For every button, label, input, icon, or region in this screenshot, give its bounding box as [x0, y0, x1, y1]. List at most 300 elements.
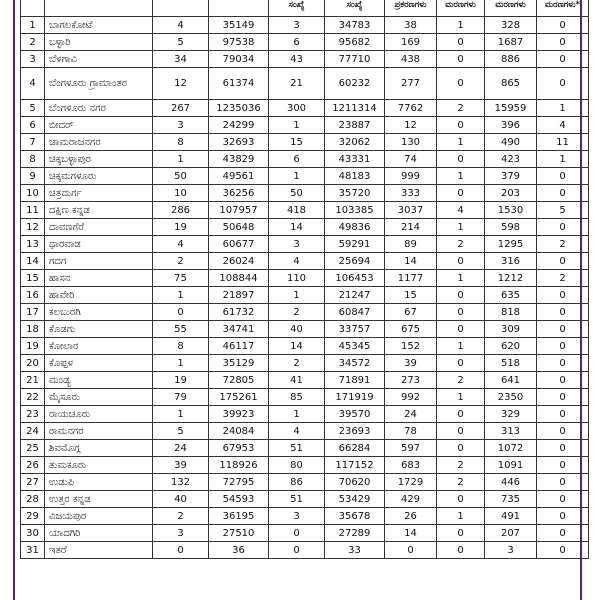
cell-index: 25 — [21, 440, 45, 457]
cell-other-deaths: 0 — [537, 338, 589, 355]
cell-total-deaths: 15959 — [485, 100, 537, 117]
cell-other-deaths: 0 — [537, 389, 589, 406]
cell-index: 29 — [21, 508, 45, 525]
cell-index: 13 — [21, 236, 45, 253]
cell-discharged-today: 15 — [269, 134, 325, 151]
cell-new-cases: 19 — [153, 219, 209, 236]
cell-total-cases: 39923 — [209, 406, 269, 423]
cell-district-name: ಚಾಮರಾಜನಗರ — [45, 134, 153, 151]
cell-district-name: ಚಿಕ್ಕಬಳ್ಳಾಪುರ — [45, 151, 153, 168]
cell-deaths-today: 1 — [437, 219, 485, 236]
col-header-discharged-today: ಸಂಖ್ಯೆ — [269, 0, 325, 17]
cell-deaths-today: 0 — [437, 185, 485, 202]
table-row — [21, 100, 589, 117]
cell-new-cases: 2 — [153, 508, 209, 525]
cell-total-deaths: 328 — [485, 17, 537, 34]
cell-index: 31 — [21, 542, 45, 559]
cell-new-cases: 0 — [153, 542, 209, 559]
cell-discharged-today: 6 — [269, 151, 325, 168]
cell-index: 22 — [21, 389, 45, 406]
cell-deaths-today: 1 — [437, 338, 485, 355]
cell-index: 1 — [21, 17, 45, 34]
cell-index: 15 — [21, 270, 45, 287]
cell-other-deaths: 0 — [537, 287, 589, 304]
cell-total-discharged: 34572 — [325, 355, 385, 372]
cell-active-cases: 992 — [385, 389, 437, 406]
col-header-total-cases — [209, 0, 269, 17]
cell-district-name: ಕಲಬುರಗಿ — [45, 304, 153, 321]
cell-discharged-today: 1 — [269, 406, 325, 423]
table-row — [21, 542, 589, 559]
cell-discharged-today: 4 — [269, 423, 325, 440]
cell-district-name: ಹಾಸನ — [45, 270, 153, 287]
cell-index: 6 — [21, 117, 45, 134]
cell-index: 26 — [21, 457, 45, 474]
cell-district-name: ಬೀದರ್ — [45, 117, 153, 134]
cell-active-cases: 67 — [385, 304, 437, 321]
cell-new-cases: 0 — [153, 304, 209, 321]
cell-index: 20 — [21, 355, 45, 372]
cell-total-cases: 21897 — [209, 287, 269, 304]
cell-discharged-today: 1 — [269, 168, 325, 185]
table-row — [21, 68, 589, 100]
table-row — [21, 270, 589, 287]
cell-discharged-today: 0 — [269, 542, 325, 559]
cell-active-cases: 78 — [385, 423, 437, 440]
table-row — [21, 389, 589, 406]
cell-total-discharged: 27289 — [325, 525, 385, 542]
cell-other-deaths: 0 — [537, 68, 589, 100]
cell-other-deaths: 1 — [537, 151, 589, 168]
cell-total-discharged: 95682 — [325, 34, 385, 51]
cell-total-cases: 43829 — [209, 151, 269, 168]
cell-other-deaths: 0 — [537, 219, 589, 236]
cell-total-discharged: 77710 — [325, 51, 385, 68]
cell-discharged-today: 2 — [269, 304, 325, 321]
cell-total-discharged: 49836 — [325, 219, 385, 236]
cell-discharged-today: 14 — [269, 338, 325, 355]
district-covid-table — [20, 0, 589, 559]
cell-new-cases: 1 — [153, 151, 209, 168]
cell-deaths-today: 0 — [437, 491, 485, 508]
cell-total-deaths: 309 — [485, 321, 537, 338]
cell-total-discharged: 43331 — [325, 151, 385, 168]
cell-discharged-today: 2 — [269, 355, 325, 372]
cell-deaths-today: 2 — [437, 474, 485, 491]
cell-total-cases: 32693 — [209, 134, 269, 151]
cell-new-cases: 55 — [153, 321, 209, 338]
cell-total-cases: 108844 — [209, 270, 269, 287]
cell-discharged-today: 41 — [269, 372, 325, 389]
cell-total-cases: 118926 — [209, 457, 269, 474]
cell-deaths-today: 0 — [437, 151, 485, 168]
cell-total-deaths: 818 — [485, 304, 537, 321]
cell-other-deaths: 0 — [537, 542, 589, 559]
page-border-left — [13, 0, 15, 600]
cell-total-discharged: 103385 — [325, 202, 385, 219]
cell-discharged-today: 6 — [269, 34, 325, 51]
cell-total-discharged: 45345 — [325, 338, 385, 355]
cell-new-cases: 5 — [153, 423, 209, 440]
cell-district-name: ತುಮಕೂರು — [45, 457, 153, 474]
cell-deaths-today: 0 — [437, 321, 485, 338]
cell-district-name: ಚಿತ್ರದುರ್ಗ — [45, 185, 153, 202]
cell-total-discharged: 106453 — [325, 270, 385, 287]
cell-district-name: ಶಿವಮೊಗ್ಗ — [45, 440, 153, 457]
cell-deaths-today: 0 — [437, 34, 485, 51]
cell-total-discharged: 35720 — [325, 185, 385, 202]
cell-new-cases: 24 — [153, 440, 209, 457]
cell-new-cases: 39 — [153, 457, 209, 474]
cell-new-cases: 79 — [153, 389, 209, 406]
cell-deaths-today: 0 — [437, 51, 485, 68]
col-header-active-cases: ಪ್ರಕರಣಗಳು — [385, 0, 437, 17]
cell-district-name: ಹಾವೇರಿ — [45, 287, 153, 304]
cell-total-cases: 67953 — [209, 440, 269, 457]
cell-total-cases: 24084 — [209, 423, 269, 440]
cell-other-deaths: 0 — [537, 253, 589, 270]
cell-discharged-today: 43 — [269, 51, 325, 68]
cell-other-deaths: 0 — [537, 185, 589, 202]
cell-new-cases: 50 — [153, 168, 209, 185]
cell-active-cases: 130 — [385, 134, 437, 151]
cell-total-deaths: 886 — [485, 51, 537, 68]
cell-active-cases: 675 — [385, 321, 437, 338]
cell-total-deaths: 491 — [485, 508, 537, 525]
cell-total-deaths: 329 — [485, 406, 537, 423]
cell-new-cases: 19 — [153, 372, 209, 389]
cell-total-cases: 175261 — [209, 389, 269, 406]
cell-total-cases: 60677 — [209, 236, 269, 253]
table-row — [21, 168, 589, 185]
table-row — [21, 508, 589, 525]
cell-other-deaths: 0 — [537, 321, 589, 338]
cell-total-deaths: 203 — [485, 185, 537, 202]
cell-discharged-today: 110 — [269, 270, 325, 287]
cell-district-name: ಉಡುಪಿ — [45, 474, 153, 491]
table-row — [21, 51, 589, 68]
table-row — [21, 338, 589, 355]
cell-new-cases: 4 — [153, 236, 209, 253]
cell-district-name: ಚಿಕ್ಕಮಗಳೂರು — [45, 168, 153, 185]
table-row — [21, 525, 589, 542]
cell-total-discharged: 117152 — [325, 457, 385, 474]
cell-other-deaths: 0 — [537, 525, 589, 542]
cell-total-cases: 79034 — [209, 51, 269, 68]
cell-total-deaths: 313 — [485, 423, 537, 440]
cell-index: 28 — [21, 491, 45, 508]
cell-total-cases: 54593 — [209, 491, 269, 508]
table-row — [21, 117, 589, 134]
cell-deaths-today: 0 — [437, 406, 485, 423]
table-row — [21, 17, 589, 34]
cell-total-deaths: 2350 — [485, 389, 537, 406]
cell-index: 17 — [21, 304, 45, 321]
cell-active-cases: 24 — [385, 406, 437, 423]
col-header-other-deaths: ಮರಣಗಳು* — [537, 0, 589, 17]
table-row — [21, 34, 589, 51]
cell-active-cases: 26 — [385, 508, 437, 525]
cell-new-cases: 34 — [153, 51, 209, 68]
cell-total-cases: 97538 — [209, 34, 269, 51]
cell-deaths-today: 0 — [437, 287, 485, 304]
cell-district-name: ಗದಗ — [45, 253, 153, 270]
cell-total-deaths: 396 — [485, 117, 537, 134]
cell-new-cases: 132 — [153, 474, 209, 491]
table-row — [21, 406, 589, 423]
cell-total-discharged: 171919 — [325, 389, 385, 406]
cell-district-name: ಧಾರವಾಡ — [45, 236, 153, 253]
cell-active-cases: 429 — [385, 491, 437, 508]
cell-other-deaths: 0 — [537, 474, 589, 491]
cell-new-cases: 3 — [153, 525, 209, 542]
cell-active-cases: 214 — [385, 219, 437, 236]
table-row — [21, 474, 589, 491]
cell-discharged-today: 86 — [269, 474, 325, 491]
cell-new-cases: 5 — [153, 34, 209, 51]
table-row — [21, 236, 589, 253]
cell-active-cases: 74 — [385, 151, 437, 168]
cell-active-cases: 89 — [385, 236, 437, 253]
cell-total-cases: 49561 — [209, 168, 269, 185]
cell-other-deaths: 0 — [537, 17, 589, 34]
cell-total-cases: 61732 — [209, 304, 269, 321]
cell-district-name: ರಾಮನಗರ — [45, 423, 153, 440]
table-body — [21, 17, 589, 559]
cell-deaths-today: 0 — [437, 304, 485, 321]
cell-discharged-today: 51 — [269, 491, 325, 508]
cell-other-deaths: 0 — [537, 508, 589, 525]
table-row — [21, 253, 589, 270]
cell-total-deaths: 1295 — [485, 236, 537, 253]
cell-deaths-today: 0 — [437, 542, 485, 559]
cell-active-cases: 3037 — [385, 202, 437, 219]
cell-other-deaths: 0 — [537, 304, 589, 321]
cell-deaths-today: 1 — [437, 134, 485, 151]
cell-total-cases: 72795 — [209, 474, 269, 491]
cell-total-discharged: 70620 — [325, 474, 385, 491]
cell-discharged-today: 4 — [269, 253, 325, 270]
cell-district-name: ಕೊಡಗು — [45, 321, 153, 338]
cell-deaths-today: 4 — [437, 202, 485, 219]
table-row — [21, 219, 589, 236]
cell-discharged-today: 21 — [269, 68, 325, 100]
cell-other-deaths: 0 — [537, 440, 589, 457]
cell-deaths-today: 1 — [437, 389, 485, 406]
cell-total-discharged: 33 — [325, 542, 385, 559]
cell-total-discharged: 1211314 — [325, 100, 385, 117]
cell-other-deaths: 1 — [537, 100, 589, 117]
cell-deaths-today: 0 — [437, 525, 485, 542]
cell-index: 18 — [21, 321, 45, 338]
cell-active-cases: 12 — [385, 117, 437, 134]
cell-active-cases: 999 — [385, 168, 437, 185]
cell-other-deaths: 4 — [537, 117, 589, 134]
cell-active-cases: 14 — [385, 525, 437, 542]
cell-total-deaths: 1091 — [485, 457, 537, 474]
cell-district-name: ಉತ್ತರ ಕನ್ನಡ — [45, 491, 153, 508]
cell-other-deaths: 0 — [537, 457, 589, 474]
cell-deaths-today: 0 — [437, 68, 485, 100]
table-row — [21, 287, 589, 304]
cell-new-cases: 2 — [153, 253, 209, 270]
cell-new-cases: 1 — [153, 355, 209, 372]
cell-active-cases: 39 — [385, 355, 437, 372]
cell-active-cases: 1729 — [385, 474, 437, 491]
cell-total-deaths: 1687 — [485, 34, 537, 51]
cell-index: 2 — [21, 34, 45, 51]
cell-district-name: ಇತರೆ — [45, 542, 153, 559]
cell-total-deaths: 207 — [485, 525, 537, 542]
cell-district-name: ಬೆಂಗಳೂರು ನಗರ — [45, 100, 153, 117]
cell-other-deaths: 11 — [537, 134, 589, 151]
cell-index: 12 — [21, 219, 45, 236]
cell-total-cases: 27510 — [209, 525, 269, 542]
table-row — [21, 202, 589, 219]
cell-deaths-today: 2 — [437, 372, 485, 389]
cell-total-discharged: 23887 — [325, 117, 385, 134]
cell-total-discharged: 25694 — [325, 253, 385, 270]
cell-discharged-today: 85 — [269, 389, 325, 406]
cell-total-cases: 35129 — [209, 355, 269, 372]
cell-new-cases: 75 — [153, 270, 209, 287]
cell-district-name: ದಾವಣಗೆರೆ — [45, 219, 153, 236]
cell-new-cases: 286 — [153, 202, 209, 219]
cell-deaths-today: 1 — [437, 168, 485, 185]
cell-index: 14 — [21, 253, 45, 270]
cell-index: 4 — [21, 68, 45, 100]
cell-district-name: ಬೆಂಗಳೂರು ಗ್ರಾಮಾಂತರ — [45, 68, 153, 100]
cell-discharged-today: 1 — [269, 287, 325, 304]
table-header-row — [21, 0, 589, 17]
table-row — [21, 185, 589, 202]
cell-index: 24 — [21, 423, 45, 440]
cell-active-cases: 169 — [385, 34, 437, 51]
cell-discharged-today: 300 — [269, 100, 325, 117]
cell-discharged-today: 3 — [269, 17, 325, 34]
cell-active-cases: 14 — [385, 253, 437, 270]
cell-other-deaths: 0 — [537, 491, 589, 508]
cell-discharged-today: 80 — [269, 457, 325, 474]
cell-active-cases: 277 — [385, 68, 437, 100]
cell-total-deaths: 423 — [485, 151, 537, 168]
cell-total-deaths: 598 — [485, 219, 537, 236]
cell-total-deaths: 446 — [485, 474, 537, 491]
cell-index: 16 — [21, 287, 45, 304]
cell-deaths-today: 1 — [437, 17, 485, 34]
cell-total-deaths: 1212 — [485, 270, 537, 287]
cell-total-discharged: 60232 — [325, 68, 385, 100]
table-row — [21, 423, 589, 440]
cell-total-cases: 61374 — [209, 68, 269, 100]
cell-total-deaths: 735 — [485, 491, 537, 508]
cell-other-deaths: 2 — [537, 270, 589, 287]
cell-discharged-today: 40 — [269, 321, 325, 338]
cell-district-name: ಯಾದಗಿರಿ — [45, 525, 153, 542]
cell-other-deaths: 0 — [537, 372, 589, 389]
table-row — [21, 151, 589, 168]
cell-district-name: ಬಾಗಲಕೋಟೆ — [45, 17, 153, 34]
col-header-total-discharged: ಸಂಖ್ಯೆ — [325, 0, 385, 17]
cell-deaths-today: 0 — [437, 117, 485, 134]
cell-deaths-today: 2 — [437, 457, 485, 474]
cell-total-deaths: 865 — [485, 68, 537, 100]
cell-deaths-today: 2 — [437, 100, 485, 117]
cell-district-name: ರಾಯಚೂರು — [45, 406, 153, 423]
cell-other-deaths: 0 — [537, 51, 589, 68]
cell-total-discharged: 60847 — [325, 304, 385, 321]
cell-total-discharged: 39570 — [325, 406, 385, 423]
cell-total-cases: 34741 — [209, 321, 269, 338]
cell-total-discharged: 33757 — [325, 321, 385, 338]
cell-new-cases: 10 — [153, 185, 209, 202]
cell-total-cases: 1235036 — [209, 100, 269, 117]
cell-other-deaths: 0 — [537, 355, 589, 372]
cell-total-cases: 36195 — [209, 508, 269, 525]
cell-new-cases: 8 — [153, 338, 209, 355]
cell-total-deaths: 518 — [485, 355, 537, 372]
cell-discharged-today: 51 — [269, 440, 325, 457]
cell-total-deaths: 635 — [485, 287, 537, 304]
cell-other-deaths: 5 — [537, 202, 589, 219]
table-row — [21, 491, 589, 508]
cell-active-cases: 152 — [385, 338, 437, 355]
cell-deaths-today: 2 — [437, 236, 485, 253]
cell-total-cases: 26024 — [209, 253, 269, 270]
cell-deaths-today: 1 — [437, 270, 485, 287]
cell-district-name: ಮಂಡ್ಯ — [45, 372, 153, 389]
cell-active-cases: 1177 — [385, 270, 437, 287]
cell-total-discharged: 32062 — [325, 134, 385, 151]
cell-total-cases: 50648 — [209, 219, 269, 236]
cell-new-cases: 8 — [153, 134, 209, 151]
cell-total-cases: 24299 — [209, 117, 269, 134]
cell-index: 23 — [21, 406, 45, 423]
cell-total-discharged: 35678 — [325, 508, 385, 525]
table-row — [21, 457, 589, 474]
table-row — [21, 372, 589, 389]
cell-discharged-today: 14 — [269, 219, 325, 236]
cell-total-discharged: 66284 — [325, 440, 385, 457]
cell-other-deaths: 0 — [537, 34, 589, 51]
col-header-new-cases — [153, 0, 209, 17]
table-row — [21, 321, 589, 338]
cell-total-discharged: 34783 — [325, 17, 385, 34]
col-header-total-deaths: ಮರಣಗಳು — [485, 0, 537, 17]
cell-deaths-today: 0 — [437, 423, 485, 440]
col-header-district — [45, 0, 153, 17]
cell-district-name: ದಕ್ಷಿಣ ಕನ್ನಡ — [45, 202, 153, 219]
cell-other-deaths: 0 — [537, 406, 589, 423]
cell-index: 9 — [21, 168, 45, 185]
cell-district-name: ಮೈಸೂರು — [45, 389, 153, 406]
cell-index: 10 — [21, 185, 45, 202]
cell-total-cases: 46117 — [209, 338, 269, 355]
cell-total-discharged: 23693 — [325, 423, 385, 440]
cell-active-cases: 683 — [385, 457, 437, 474]
cell-active-cases: 0 — [385, 542, 437, 559]
cell-district-name: ಬೆಳಗಾವಿ — [45, 51, 153, 68]
table-row — [21, 134, 589, 151]
cell-new-cases: 40 — [153, 491, 209, 508]
cell-other-deaths: 0 — [537, 168, 589, 185]
cell-total-discharged: 53429 — [325, 491, 385, 508]
cell-total-cases: 72805 — [209, 372, 269, 389]
cell-total-cases: 36256 — [209, 185, 269, 202]
cell-discharged-today: 1 — [269, 117, 325, 134]
cell-deaths-today: 0 — [437, 253, 485, 270]
cell-index: 8 — [21, 151, 45, 168]
